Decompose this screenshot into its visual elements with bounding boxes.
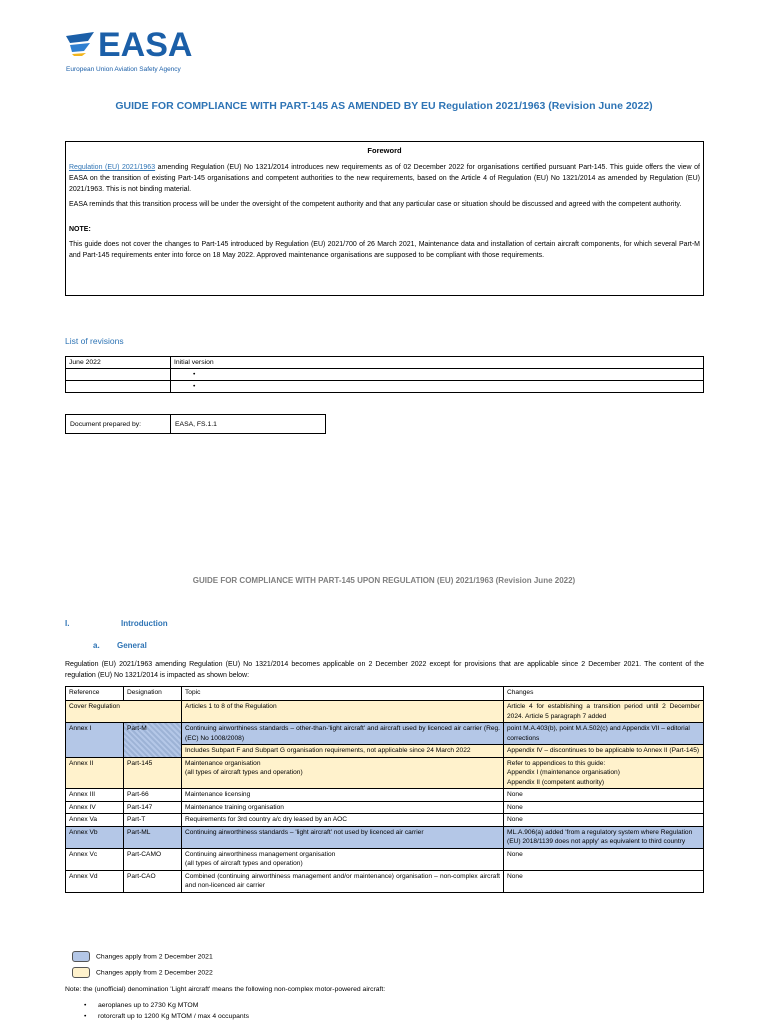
table-row xyxy=(66,357,704,369)
logo-subtitle: European Union Aviation Safety Agency xyxy=(66,66,181,73)
cell-reference: Annex I xyxy=(66,723,124,758)
cell-topic: Articles 1 to 8 of the Regulation xyxy=(182,701,504,723)
cell-changes: Appendix IV – discontinues to be applicable to Annex II (Part-145) xyxy=(504,745,704,758)
header-changes: Changes xyxy=(504,687,704,701)
light-aircraft-note: Note: the (unofficial) denomination 'Light aircraft' means the following non-complex motor-powered aircraft: xyxy=(65,986,386,993)
table-row: Annex IV Part-147 Maintenance training organisation None xyxy=(66,801,704,814)
cell-topic: Continuing airworthiness standards – other-than-'light aircraft' and aircraft used by licenced air carrier (Reg. (EC) No 1008/2008) xyxy=(182,723,504,745)
foreword-box xyxy=(65,141,704,296)
foreword-paragraph-1 xyxy=(69,162,700,195)
cell-topic: Includes Subpart F and Subpart G organisation requirements, not applicable since 24 March 2022 xyxy=(182,745,504,758)
header-reference: Reference xyxy=(66,687,124,701)
section-general-heading: a. General xyxy=(93,641,147,650)
legend-swatch-blue xyxy=(72,951,90,962)
prepared-by-table xyxy=(65,414,326,434)
table-row xyxy=(66,723,704,745)
easa-logo-mark-icon xyxy=(66,32,94,56)
revisions-table xyxy=(65,356,704,393)
foreword-p1-text: amending Regulation (EU) No 1321/2014 introduces new requirements as of 02 December 2022 for organisations certified pursuant Part-145. This guide offers the view of EASA on the transition of existing Part-145 organisations and competent authorities to the new requirements, based on the Article 4 of Regulation (EU) No 1321/2014 as amended by Regulation (EU) 2021/1963. This is not binding material. xyxy=(69,164,700,193)
prepared-by-label: Document prepared by: xyxy=(66,415,171,434)
intro-paragraph: Regulation (EU) 2021/1963 amending Regulation (EU) No 1321/2014 becomes applicable on 2 December 2022 except for provisions that are applicable since 2 December 2021. The content of the regulation (EU) No 1321/2014 is impacted as shown below: xyxy=(65,661,704,679)
section-introduction-heading: I. Introduction xyxy=(65,619,168,628)
annex-table xyxy=(65,686,704,893)
header-topic: Topic xyxy=(182,687,504,701)
light-aircraft-list xyxy=(84,1000,249,1022)
table-header-row xyxy=(66,687,704,701)
note-label: NOTE: xyxy=(69,226,91,233)
cell-reference: Annex II xyxy=(66,757,124,789)
table-row: Annex III Part-66 Maintenance licensing None xyxy=(66,789,704,802)
prepared-by-value: EASA, FS.1.1 xyxy=(171,415,326,434)
legend-item-2022: Changes apply from 2 December 2022 xyxy=(72,967,213,978)
table-row xyxy=(66,701,704,723)
note-text: This guide does not cover the changes to Part-145 introduced by Regulation (EU) 2021/700 of 26 March 2021, Maintenance data and installation of certain aircraft components, for which several Part-M and Part-145 requirements enter into force on 18 May 2022. Approved maintenance organisations are supposed to be compliant with those requirements. xyxy=(69,241,700,259)
foreword-paragraph-2: EASA reminds that this transition process will be under the oversight of the competent authority and that any particular case or situation should be discussed and agreed with the competent authority. xyxy=(69,201,682,208)
table-row xyxy=(66,381,704,393)
table-row xyxy=(66,369,704,381)
cell-designation: Part-145 xyxy=(124,757,182,789)
foreword-heading: Foreword xyxy=(367,146,402,155)
table-row: Annex Vb Part-ML Continuing airworthiness standards – 'light aircraft' not used by licenced air carrier ML.A.906(a) added 'from a regulatory system where Regulation (EU) 2018/1139 does not apply' as equivalent to third country xyxy=(66,826,704,848)
revision-desc: • xyxy=(171,369,704,381)
easa-logo xyxy=(66,28,196,78)
cell-changes: Article 4 for establishing a transition period until 2 December 2024. Article 5 paragraph 7 added xyxy=(504,701,704,723)
table-row: Annex Vd Part-CAO Combined (continuing airworthiness management and/or maintenance) organisation – non-complex aircraft and non-licenced air carrier None xyxy=(66,870,704,892)
document-title: GUIDE FOR COMPLIANCE WITH PART-145 AS AMENDED BY EU Regulation 2021/1963 (Revision June 2022) xyxy=(115,100,653,112)
cell-reference: Cover Regulation xyxy=(66,701,182,723)
table-row xyxy=(66,757,704,789)
list-item: • aeroplanes up to 2730 Kg MTOM xyxy=(84,1000,249,1011)
revisions-title: List of revisions xyxy=(65,336,124,346)
cell-changes: point M.A.403(b), point M.A.502(c) and Appendix VII – editorial corrections xyxy=(504,723,704,745)
revision-desc: Initial version xyxy=(171,357,704,369)
revision-date: June 2022 xyxy=(66,357,171,369)
header-designation: Designation xyxy=(124,687,182,701)
cell-designation: Part-M xyxy=(124,723,182,758)
regulation-link[interactable]: Regulation (EU) 2021/1963 xyxy=(69,164,156,171)
logo-wordmark: EASA xyxy=(98,26,193,64)
legend-swatch-yellow xyxy=(72,967,90,978)
table-row: Annex Va Part-T Requirements for 3rd country a/c dry leased by an AOC None xyxy=(66,814,704,827)
revision-desc: • xyxy=(171,381,704,393)
list-item: • rotorcraft up to 1200 Kg MTOM / max 4 occupants xyxy=(84,1011,249,1022)
revision-date xyxy=(66,381,171,393)
cell-changes: Refer to appendices to this guide: Appendix I (maintenance organisation) Appendix II (competent authority) xyxy=(504,757,704,789)
guide-subtitle: GUIDE FOR COMPLIANCE WITH PART-145 UPON REGULATION (EU) 2021/1963 (Revision June 2022) xyxy=(192,576,576,585)
table-row: Annex Vc Part-CAMO Continuing airworthiness management organisation (all types of aircraft types and operation) None xyxy=(66,848,704,870)
revision-date xyxy=(66,369,171,381)
legend-item-2021: Changes apply from 2 December 2021 xyxy=(72,951,213,962)
cell-topic: Maintenance organisation (all types of aircraft types and operation) xyxy=(182,757,504,789)
